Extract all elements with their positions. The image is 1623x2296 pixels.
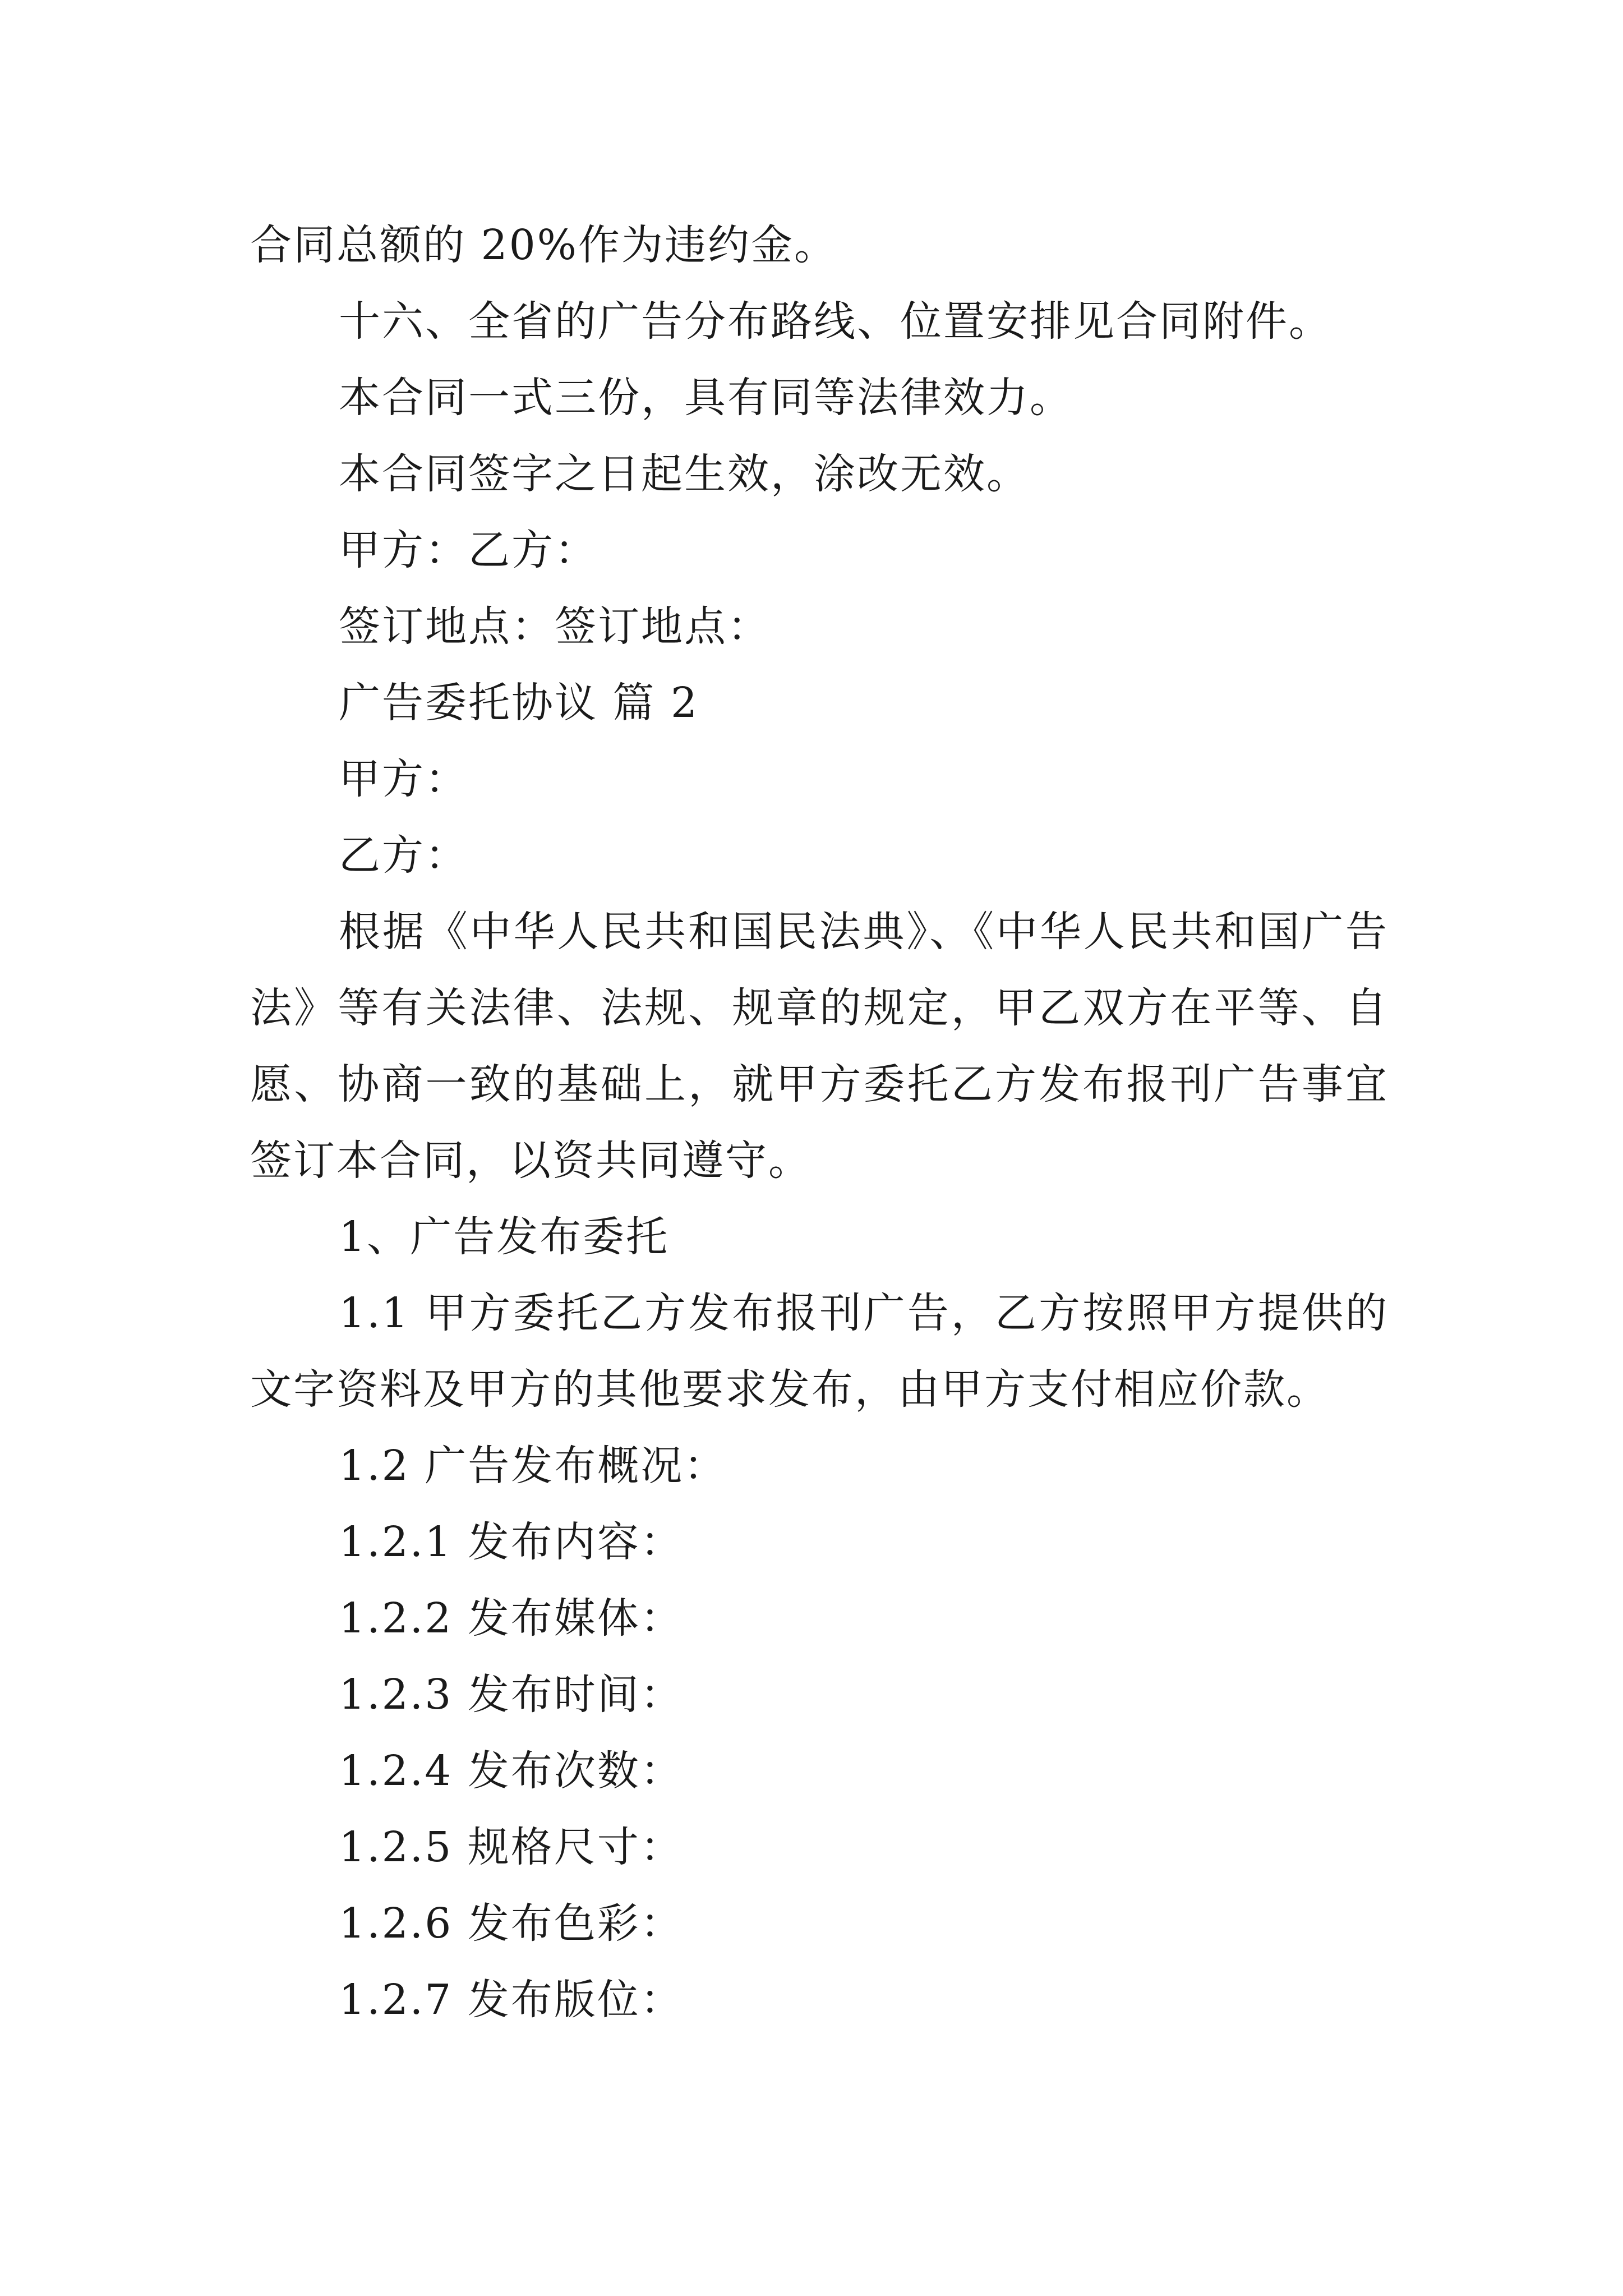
paragraph-line: 愿、协商一致的基础上，就甲方委托乙方发布报刊广告事宜 bbox=[250, 1060, 1389, 1108]
clause-item: 1.2 广告发布概况： bbox=[339, 1442, 727, 1490]
paragraph-line: 本合同一式三份，具有同等法律效力。 bbox=[339, 374, 1073, 422]
paragraph-line: 文字资料及甲方的其他要求发布，由甲方支付相应价款。 bbox=[250, 1365, 1330, 1414]
party-a-label: 甲方： bbox=[339, 755, 468, 803]
section-heading: 广告委托协议 篇 2 bbox=[339, 679, 699, 727]
paragraph-line: 合同总额的 20%作为违约金。 bbox=[250, 221, 837, 269]
paragraph-line: 法》等有关法律、法规、规章的规定，甲乙双方在平等、自 bbox=[250, 984, 1389, 1032]
signing-location: 签订地点：签订地点： bbox=[339, 602, 771, 651]
clause-item: 1.2.1 发布内容： bbox=[339, 1518, 684, 1566]
clause-sixteen: 十六、全省的广告分布路线、位置安排见合同附件。 bbox=[339, 297, 1332, 346]
clause-item: 1.2.7 发布版位： bbox=[339, 1976, 684, 2024]
paragraph-line: 根据《中华人民共和国民法典》、《中华人民共和国广告 bbox=[339, 908, 1389, 956]
clause-item: 1.2.3 发布时间： bbox=[339, 1671, 684, 1719]
clause-item: 1.2.2 发布媒体： bbox=[339, 1594, 684, 1642]
clause-heading: 1、广告发布委托 bbox=[339, 1213, 670, 1261]
clause-item: 1.2.5 规格尺寸： bbox=[339, 1823, 684, 1871]
paragraph-line: 1.1 甲方委托乙方发布报刊广告，乙方按照甲方提供的 bbox=[339, 1289, 1389, 1337]
signature-parties: 甲方：乙方： bbox=[339, 526, 598, 574]
party-b-label: 乙方： bbox=[339, 831, 468, 880]
clause-item: 1.2.6 发布色彩： bbox=[339, 1899, 684, 1948]
paragraph-line: 本合同签字之日起生效，涂改无效。 bbox=[339, 450, 1030, 498]
paragraph-line: 签订本合同，以资共同遵守。 bbox=[250, 1137, 811, 1185]
clause-item: 1.2.4 发布次数： bbox=[339, 1747, 684, 1795]
